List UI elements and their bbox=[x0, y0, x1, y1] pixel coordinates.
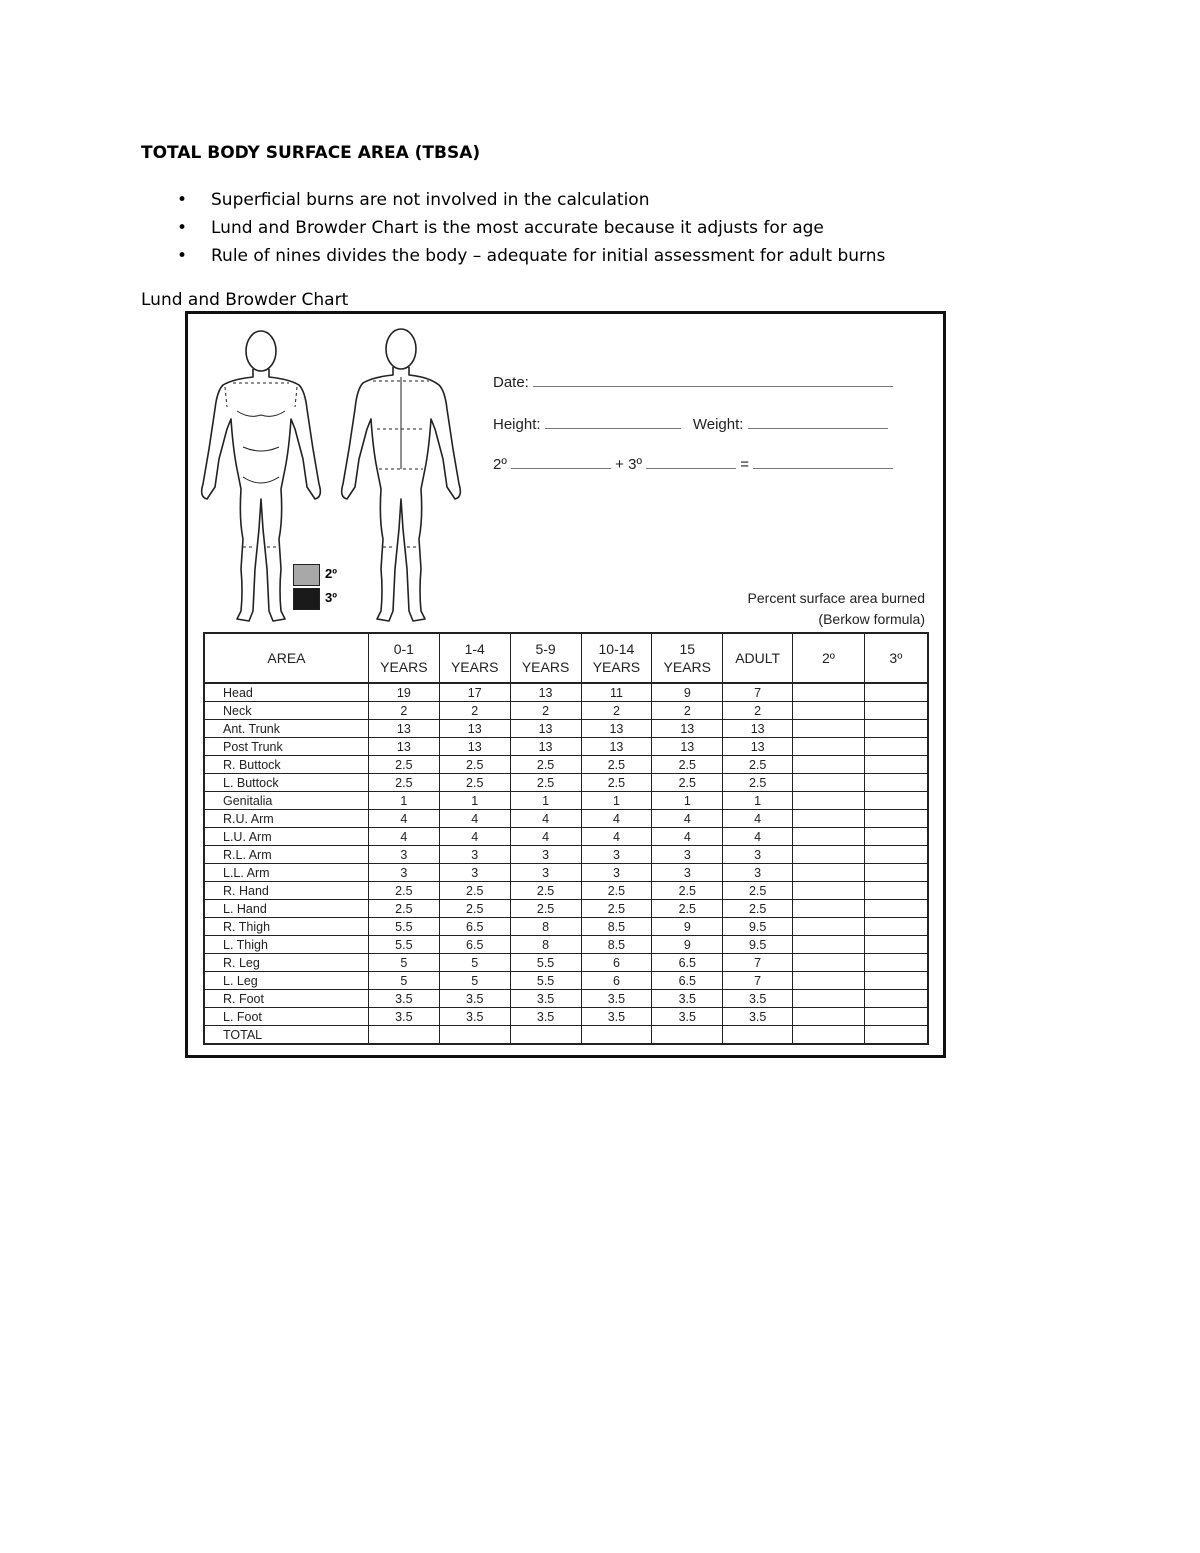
entry-cell[interactable] bbox=[864, 900, 928, 918]
area-cell: Ant. Trunk bbox=[204, 720, 368, 738]
entry-cell[interactable] bbox=[864, 864, 928, 882]
value-cell bbox=[368, 1026, 439, 1045]
table-row bbox=[204, 918, 928, 936]
area-cell: Head bbox=[204, 683, 368, 702]
column-header bbox=[652, 633, 723, 683]
date-row bbox=[493, 374, 893, 391]
column-header-line: YEARS bbox=[521, 659, 570, 675]
entry-cell[interactable] bbox=[864, 792, 928, 810]
value-cell: 13 bbox=[439, 738, 510, 756]
value-cell: 3 bbox=[652, 846, 723, 864]
value-cell: 4 bbox=[581, 828, 652, 846]
table-row bbox=[204, 900, 928, 918]
value-cell: 13 bbox=[723, 720, 793, 738]
value-cell: 4 bbox=[510, 810, 581, 828]
table-row bbox=[204, 990, 928, 1008]
value-cell: 3 bbox=[581, 864, 652, 882]
value-cell: 2.5 bbox=[652, 756, 723, 774]
lund-browder-table bbox=[203, 632, 929, 1045]
value-cell: 2 bbox=[581, 702, 652, 720]
value-cell: 2.5 bbox=[368, 882, 439, 900]
area-cell: R.U. Arm bbox=[204, 810, 368, 828]
entry-cell[interactable] bbox=[793, 1008, 865, 1026]
value-cell: 17 bbox=[439, 683, 510, 702]
entry-cell[interactable] bbox=[864, 702, 928, 720]
entry-cell[interactable] bbox=[864, 990, 928, 1008]
value-cell: 2.5 bbox=[723, 774, 793, 792]
third-degree-legend-label: 3º bbox=[325, 590, 337, 605]
date-label: Date: bbox=[493, 374, 529, 391]
bullet-text: Superficial burns are not involved in the calculation bbox=[211, 190, 650, 210]
value-cell: 2 bbox=[368, 702, 439, 720]
third-degree-field[interactable] bbox=[646, 468, 736, 469]
value-cell: 3 bbox=[723, 846, 793, 864]
value-cell: 2.5 bbox=[368, 774, 439, 792]
value-cell: 1 bbox=[723, 792, 793, 810]
area-cell: L. Thigh bbox=[204, 936, 368, 954]
area-cell: R. Thigh bbox=[204, 918, 368, 936]
value-cell: 3.5 bbox=[652, 990, 723, 1008]
chart-caption: Lund and Browder Chart bbox=[141, 290, 349, 310]
value-cell: 2.5 bbox=[652, 900, 723, 918]
value-cell: 5.5 bbox=[368, 936, 439, 954]
entry-cell[interactable] bbox=[793, 774, 865, 792]
value-cell: 5.5 bbox=[368, 918, 439, 936]
entry-cell[interactable] bbox=[864, 738, 928, 756]
value-cell bbox=[723, 1026, 793, 1045]
entry-cell[interactable] bbox=[793, 683, 865, 702]
entry-cell[interactable] bbox=[793, 846, 865, 864]
value-cell: 3 bbox=[510, 864, 581, 882]
area-cell: R. Buttock bbox=[204, 756, 368, 774]
entry-cell[interactable] bbox=[793, 756, 865, 774]
value-cell: 7 bbox=[723, 683, 793, 702]
value-cell: 4 bbox=[368, 810, 439, 828]
value-cell: 2 bbox=[652, 702, 723, 720]
entry-cell[interactable] bbox=[864, 954, 928, 972]
lund-browder-chart bbox=[185, 311, 946, 1058]
value-cell: 7 bbox=[723, 954, 793, 972]
area-cell: L. Hand bbox=[204, 900, 368, 918]
column-header-line: YEARS bbox=[450, 659, 499, 675]
value-cell: 5.5 bbox=[510, 972, 581, 990]
value-cell bbox=[510, 1026, 581, 1045]
table-row bbox=[204, 756, 928, 774]
bullet-text: Rule of nines divides the body – adequate for initial assessment for adult burns bbox=[211, 246, 886, 266]
column-header bbox=[204, 633, 368, 683]
value-cell: 4 bbox=[439, 810, 510, 828]
value-cell: 2.5 bbox=[581, 756, 652, 774]
second-degree-field[interactable] bbox=[511, 468, 611, 469]
value-cell: 13 bbox=[723, 738, 793, 756]
bullet-item bbox=[141, 214, 885, 242]
page-heading: TOTAL BODY SURFACE AREA (TBSA) bbox=[141, 143, 481, 163]
column-header bbox=[864, 633, 928, 683]
value-cell: 2.5 bbox=[439, 882, 510, 900]
degree-sum-row bbox=[493, 456, 893, 473]
column-header bbox=[439, 633, 510, 683]
column-header bbox=[510, 633, 581, 683]
entry-cell[interactable] bbox=[793, 720, 865, 738]
entry-cell[interactable] bbox=[793, 936, 865, 954]
column-header bbox=[368, 633, 439, 683]
entry-cell[interactable] bbox=[864, 846, 928, 864]
entry-cell[interactable] bbox=[864, 774, 928, 792]
entry-cell[interactable] bbox=[793, 810, 865, 828]
value-cell: 3.5 bbox=[723, 1008, 793, 1026]
table-row bbox=[204, 1026, 928, 1045]
entry-cell[interactable] bbox=[793, 1026, 865, 1045]
area-cell: TOTAL bbox=[204, 1026, 368, 1045]
value-cell: 3.5 bbox=[723, 990, 793, 1008]
value-cell: 3.5 bbox=[439, 990, 510, 1008]
date-field[interactable] bbox=[533, 386, 893, 387]
value-cell: 4 bbox=[723, 810, 793, 828]
value-cell: 6 bbox=[581, 972, 652, 990]
third-degree-label: 3º bbox=[628, 456, 642, 473]
value-cell: 7 bbox=[723, 972, 793, 990]
value-cell: 2.5 bbox=[510, 882, 581, 900]
area-cell: L. Buttock bbox=[204, 774, 368, 792]
value-cell: 8 bbox=[510, 918, 581, 936]
value-cell: 2.5 bbox=[439, 774, 510, 792]
second-degree-label: 2º bbox=[493, 456, 507, 473]
area-cell: Genitalia bbox=[204, 792, 368, 810]
height-label: Height: bbox=[493, 416, 541, 433]
column-header-line: YEARS bbox=[663, 659, 712, 675]
bullet-dot: • bbox=[177, 218, 188, 238]
value-cell: 2 bbox=[439, 702, 510, 720]
entry-cell[interactable] bbox=[864, 936, 928, 954]
body-diagram-figures bbox=[193, 319, 483, 629]
value-cell: 2.5 bbox=[723, 756, 793, 774]
table-row bbox=[204, 1008, 928, 1026]
value-cell: 13 bbox=[368, 720, 439, 738]
value-cell: 1 bbox=[510, 792, 581, 810]
value-cell: 2 bbox=[510, 702, 581, 720]
column-header-line: 5-9 bbox=[535, 641, 556, 657]
value-cell: 2.5 bbox=[439, 756, 510, 774]
value-cell: 3 bbox=[581, 846, 652, 864]
value-cell: 2.5 bbox=[368, 900, 439, 918]
area-cell: L. Leg bbox=[204, 972, 368, 990]
value-cell: 2.5 bbox=[723, 882, 793, 900]
formula-note-line: (Berkow formula) bbox=[818, 611, 925, 627]
plus-sign: + bbox=[615, 456, 624, 473]
value-cell: 4 bbox=[652, 810, 723, 828]
column-header-line: 3º bbox=[889, 650, 903, 666]
area-cell: R. Foot bbox=[204, 990, 368, 1008]
weight-field[interactable] bbox=[748, 428, 888, 429]
area-cell: Neck bbox=[204, 702, 368, 720]
value-cell: 5 bbox=[439, 954, 510, 972]
value-cell bbox=[439, 1026, 510, 1045]
area-cell: L.L. Arm bbox=[204, 864, 368, 882]
column-header-line: 10-14 bbox=[598, 641, 635, 657]
table-row bbox=[204, 720, 928, 738]
percent-note-line: Percent surface area burned bbox=[747, 590, 925, 606]
entry-cell[interactable] bbox=[864, 1026, 928, 1045]
table-header-row bbox=[204, 633, 928, 683]
percent-note bbox=[748, 588, 925, 630]
height-field[interactable] bbox=[545, 428, 681, 429]
value-cell: 8.5 bbox=[581, 936, 652, 954]
entry-cell[interactable] bbox=[864, 756, 928, 774]
value-cell: 3.5 bbox=[439, 1008, 510, 1026]
value-cell: 6.5 bbox=[439, 918, 510, 936]
value-cell: 5.5 bbox=[510, 954, 581, 972]
entry-cell[interactable] bbox=[864, 810, 928, 828]
value-cell: 3 bbox=[439, 864, 510, 882]
table-row bbox=[204, 738, 928, 756]
value-cell: 2.5 bbox=[581, 774, 652, 792]
table-row bbox=[204, 810, 928, 828]
value-cell: 3.5 bbox=[652, 1008, 723, 1026]
value-cell: 3 bbox=[652, 864, 723, 882]
entry-cell[interactable] bbox=[864, 882, 928, 900]
value-cell: 13 bbox=[439, 720, 510, 738]
value-cell: 6.5 bbox=[439, 936, 510, 954]
value-cell: 9 bbox=[652, 683, 723, 702]
value-cell: 2.5 bbox=[652, 882, 723, 900]
table-row bbox=[204, 954, 928, 972]
value-cell: 5 bbox=[368, 972, 439, 990]
value-cell: 9 bbox=[652, 936, 723, 954]
value-cell: 4 bbox=[368, 828, 439, 846]
value-cell: 3 bbox=[723, 864, 793, 882]
column-header-line: 2º bbox=[821, 650, 835, 666]
value-cell: 13 bbox=[652, 720, 723, 738]
value-cell: 6 bbox=[581, 954, 652, 972]
table-row bbox=[204, 774, 928, 792]
value-cell: 2.5 bbox=[581, 900, 652, 918]
value-cell: 3 bbox=[510, 846, 581, 864]
back-body-figure bbox=[342, 329, 461, 621]
value-cell: 2.5 bbox=[510, 900, 581, 918]
area-cell: R. Leg bbox=[204, 954, 368, 972]
total-field[interactable] bbox=[753, 468, 893, 469]
entry-cell[interactable] bbox=[793, 864, 865, 882]
second-degree-legend-label: 2º bbox=[325, 566, 337, 581]
value-cell: 2 bbox=[723, 702, 793, 720]
table-row bbox=[204, 846, 928, 864]
value-cell: 6.5 bbox=[652, 954, 723, 972]
table-body bbox=[204, 683, 928, 1044]
entry-cell[interactable] bbox=[793, 990, 865, 1008]
entry-cell[interactable] bbox=[793, 792, 865, 810]
table-row bbox=[204, 828, 928, 846]
value-cell: 19 bbox=[368, 683, 439, 702]
value-cell: 13 bbox=[510, 683, 581, 702]
value-cell: 5 bbox=[368, 954, 439, 972]
entry-cell[interactable] bbox=[793, 900, 865, 918]
bullet-dot: • bbox=[177, 246, 188, 266]
bullet-item bbox=[141, 186, 885, 214]
column-header bbox=[793, 633, 865, 683]
bullet-item bbox=[141, 242, 885, 270]
value-cell: 8 bbox=[510, 936, 581, 954]
entry-cell[interactable] bbox=[864, 683, 928, 702]
column-header-line: 15 bbox=[679, 641, 696, 657]
entry-cell[interactable] bbox=[864, 720, 928, 738]
area-cell: L.U. Arm bbox=[204, 828, 368, 846]
value-cell: 2.5 bbox=[510, 756, 581, 774]
value-cell bbox=[581, 1026, 652, 1045]
value-cell: 2.5 bbox=[510, 774, 581, 792]
value-cell: 2.5 bbox=[652, 774, 723, 792]
value-cell: 2.5 bbox=[368, 756, 439, 774]
value-cell: 3.5 bbox=[368, 990, 439, 1008]
column-header-line: YEARS bbox=[592, 659, 641, 675]
second-degree-swatch bbox=[293, 564, 320, 586]
value-cell: 2.5 bbox=[723, 900, 793, 918]
value-cell: 9.5 bbox=[723, 936, 793, 954]
value-cell: 4 bbox=[581, 810, 652, 828]
value-cell: 13 bbox=[581, 720, 652, 738]
height-weight-row bbox=[493, 416, 888, 433]
value-cell: 3 bbox=[439, 846, 510, 864]
table-row bbox=[204, 702, 928, 720]
area-cell: L. Foot bbox=[204, 1008, 368, 1026]
area-cell: R. Hand bbox=[204, 882, 368, 900]
entry-cell[interactable] bbox=[793, 972, 865, 990]
bullet-text: Lund and Browder Chart is the most accurate because it adjusts for age bbox=[211, 218, 824, 238]
value-cell: 3.5 bbox=[510, 990, 581, 1008]
column-header bbox=[581, 633, 652, 683]
value-cell: 9 bbox=[652, 918, 723, 936]
bullet-dot: • bbox=[177, 190, 188, 210]
value-cell: 13 bbox=[368, 738, 439, 756]
value-cell: 2.5 bbox=[439, 900, 510, 918]
table-row bbox=[204, 972, 928, 990]
entry-cell[interactable] bbox=[864, 1008, 928, 1026]
entry-cell[interactable] bbox=[793, 918, 865, 936]
entry-cell[interactable] bbox=[793, 828, 865, 846]
entry-cell[interactable] bbox=[864, 828, 928, 846]
column-header-line: AREA bbox=[267, 650, 306, 666]
value-cell bbox=[652, 1026, 723, 1045]
value-cell: 13 bbox=[652, 738, 723, 756]
value-cell: 6.5 bbox=[652, 972, 723, 990]
value-cell: 8.5 bbox=[581, 918, 652, 936]
value-cell: 4 bbox=[510, 828, 581, 846]
value-cell: 3.5 bbox=[368, 1008, 439, 1026]
table-row bbox=[204, 683, 928, 702]
third-degree-swatch bbox=[293, 588, 320, 610]
value-cell: 3 bbox=[368, 846, 439, 864]
equals-sign: = bbox=[740, 456, 750, 473]
table-row bbox=[204, 936, 928, 954]
entry-cell[interactable] bbox=[793, 954, 865, 972]
value-cell: 3.5 bbox=[581, 990, 652, 1008]
value-cell: 1 bbox=[439, 792, 510, 810]
value-cell: 13 bbox=[510, 720, 581, 738]
value-cell: 13 bbox=[510, 738, 581, 756]
value-cell: 1 bbox=[368, 792, 439, 810]
column-header-line: YEARS bbox=[380, 659, 428, 675]
value-cell: 1 bbox=[652, 792, 723, 810]
value-cell: 3.5 bbox=[510, 1008, 581, 1026]
value-cell: 13 bbox=[581, 738, 652, 756]
table-row bbox=[204, 882, 928, 900]
table-row bbox=[204, 792, 928, 810]
weight-label: Weight: bbox=[692, 416, 744, 433]
value-cell: 2.5 bbox=[581, 882, 652, 900]
column-header-line: ADULT bbox=[735, 650, 781, 666]
entry-cell[interactable] bbox=[864, 972, 928, 990]
value-cell: 1 bbox=[581, 792, 652, 810]
area-cell: Post Trunk bbox=[204, 738, 368, 756]
value-cell: 4 bbox=[723, 828, 793, 846]
bullet-list bbox=[141, 186, 885, 270]
value-cell: 9.5 bbox=[723, 918, 793, 936]
value-cell: 3.5 bbox=[581, 1008, 652, 1026]
entry-cell[interactable] bbox=[793, 702, 865, 720]
column-header-line: 1-4 bbox=[464, 641, 485, 657]
column-header bbox=[723, 633, 793, 683]
area-cell: R.L. Arm bbox=[204, 846, 368, 864]
entry-cell[interactable] bbox=[793, 738, 865, 756]
value-cell: 4 bbox=[652, 828, 723, 846]
entry-cell[interactable] bbox=[793, 882, 865, 900]
value-cell: 4 bbox=[439, 828, 510, 846]
value-cell: 3 bbox=[368, 864, 439, 882]
entry-cell[interactable] bbox=[864, 918, 928, 936]
value-cell: 5 bbox=[439, 972, 510, 990]
value-cell: 11 bbox=[581, 683, 652, 702]
table-row bbox=[204, 864, 928, 882]
column-header-line: 0-1 bbox=[393, 641, 414, 657]
